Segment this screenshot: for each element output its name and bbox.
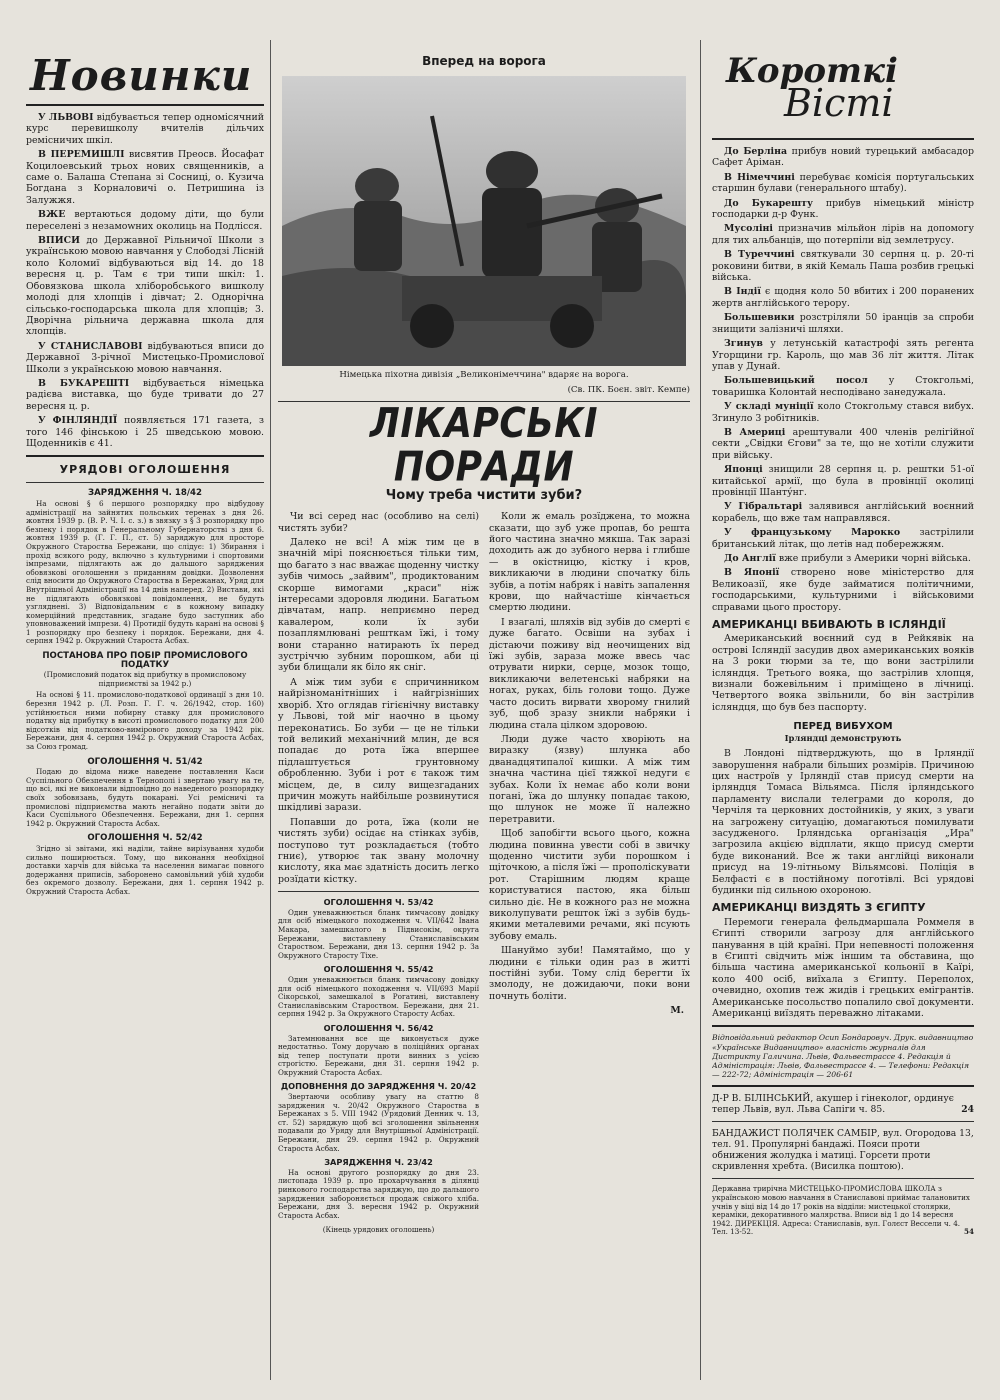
notice-title: ДОПОВНЕННЯ ДО ЗАРЯДЖЕННЯ Ч. 20/42 — [280, 1081, 477, 1092]
divider — [26, 104, 264, 106]
briefs-list — [712, 146, 974, 1019]
news-item: ВПИСИ до Державної Рільничої Школи з українською мовою навчання у Слободзі Лісній коло Коломиї відбуваються від 14. до 18 вересня ц. р. Там є три типи шкіл: 1. Обовязкова школа хліборобського вишколу молоді для хлопців і дівчат; 2. Однорічна сільсько-господарська школа для хлопців; 3. Дворічна рільнича державна школа для хлопців. — [26, 235, 264, 338]
photo-kicker: Вперед на ворога — [422, 54, 546, 68]
news-item: У ФІНЛЯНДІЇ появляється 171 газета, з того 146 фінською і 25 шведською мовою. Щоденників є 41. — [26, 415, 264, 449]
news-text: Перемоги генерала фельдмаршала Роммеля в Єгипті створили загрозу для англійського панування в цій країні. При непевності положення в Єгипті свідчить між іншим та обставина, що більша частина американської кольонії в Каїрі, коло 400 осіб, виїхала з Єгипту. Переполох, очевидно, охопив теж жидів і грецьких емігрантів. Американське посольство попалило свої документи. Американці виїздять переважно літаками. — [712, 916, 974, 1020]
order-title: ОГОЛОШЕННЯ Ч. 51/42 — [87, 756, 203, 767]
article-paragraph: Далеко не всі! А між тим це в значній мірі пояснюється тільки тим, що багато з нас вважає щоденну чистку зубів чимось „зайвим", продиктованим скорше вимогами „краси" ніж інтересами здоровля людини. Багатьом дівчатам, напр. неприємно перед кавалером, коли їх зуби позаплямлювані решткам їжі, і тому вони старанно натирають їх перед зустріччю зубним порошком, аби ці зуби блищали як біло як сніг. — [278, 537, 479, 674]
article-paragraph: Чи всі серед нас (особливо на селі) чистять зуби? — [278, 511, 479, 534]
brief-item: До Берліна прибув новий турецький амбасадор Сафет Аріман. — [712, 146, 974, 169]
ad-text: Д-Р В. БІЛІНСЬКИЙ, акушер і гінеколог, ординує тепер Львів, вул. Льва Сапіги ч. 85. — [712, 1093, 954, 1116]
imprint: Відповідальний редактор Осип Бондаровуч. Друк. видавництво «Українське Видавництво» власність журналів для Дистрикту Галичина. Львів, Фальвестрассе 4. Редакція й Адміністрація: Львів, Фальвестрассе 4. — Телефони: Редакція — 222-72; Адміністрація — 206-61 — [712, 1033, 974, 1080]
order-text: Згідно зі звітами, які наділи, тайне вирізування худоби сильно поширюється. Тому, що виконання необхідної доставки харчів для війська та населення вимагає повного додержання приписів, заборонено самовільний убій худоби без окремого дозволу. Бережани, дня 1. серпня 1942 р. Окружний Староста Асбах. — [26, 843, 264, 896]
brief-item: До Англії вже прибули з Америки чорні війська. — [724, 553, 971, 564]
article-deck: Чому треба чистити зуби? — [385, 488, 583, 504]
article-right-col — [489, 511, 690, 1235]
article-columns — [278, 511, 690, 1235]
column-rule — [700, 40, 701, 1380]
notice-text: Один уневажнюється бланк тимчасову довідку для осіб німецького походження ч. VII/693 Марії Сікорської, замешкалої в Рогатині, виставлену Станиславівським Староством. Бережани, дня 21. серпня 1942 р. За Окружного Старосту Асбах. — [278, 974, 479, 1019]
article-body-right — [489, 511, 690, 1016]
brief-item: В Німеччині перебуває комісія португальських старшин булави (генерального штабу). — [712, 171, 974, 195]
brief-item: Згинув у летунській катастрофі зять регента Угорщини гр. Кароль, що мав 36 літ життя. Літак упав у Дунай. — [712, 338, 974, 372]
order-text: На основі § 11. промислово-податкової ординації з дня 10. березня 1942 р. (Л. Розп. Г. Г. ч. 26/1942, стор. 160) устійнюється ними побирну ставку для промислового податку від прибутку в висоті промислового податку для 200 відсотків від податково-вимірового доходу за 1942 рік. Бережани, дня 4. серпня 1942 р. Окружний Староста Асбах, за Союз громад. — [26, 690, 264, 751]
news-list — [26, 112, 264, 449]
masthead-novynky: Новинки — [30, 51, 253, 100]
news-item: В ПЕРЕМИШЛІ висвятив Преосв. Йосафат Коцилоевський трьох нових священників, а саме о. Балаша Степана зі Сосниці, о. Кузича Богдана з Корналовичі о. Петришина із Залужжя. — [26, 149, 264, 206]
orders-list — [26, 489, 264, 896]
article-paragraph: Люди дуже часто хворіють на виразку (язву) шлунка або дванадцятипалої кишки. А між тим значна частина цієї тяжкої недуги є зубах. Коли їх немає або коли вони погані, їжа до шлунку попадає такою, що шлунок не може її належно перетравити. — [489, 733, 690, 825]
notice-text: Затемнювання все ще виконується дуже недостатньо. Тому доручаю в поліційних органах від тепер поступати проти винних з усією строгістю. Бережани, дня 31. серпня 1942 р. Окружний Староста Асбах. — [278, 1033, 479, 1077]
brief-item: В Японії створено нове міністерство для Великоазії, яке буде займатися політичними, господарськими, культурними і військовими справами цього простору. — [712, 567, 974, 613]
notices-end: (Кінець урядових оголошень) — [322, 1225, 435, 1235]
column-rule — [270, 40, 271, 1380]
news-item: ВЖЕ вертаються додому діти, що були переселені з незамowних околиць на Подлісся. — [26, 209, 264, 232]
brief-item: Большевицький посол у Стокгольмі, товаришка Колонтай несподівано занедужала. — [712, 375, 974, 398]
news-item: У СТАНИСЛАВОВІ відбуваються вписи до Державної 3-річної Мистецько-Промислової Школи з українською мовою навчання. — [26, 340, 264, 375]
gov-notices-title: УРЯДОВІ ОГОЛОШЕННЯ — [59, 463, 231, 477]
photo-caption: Німецька піхотна дивізія „Великонімеччина" вдаряє на ворога. — [339, 370, 629, 380]
masthead-visti: Вісті — [784, 81, 894, 125]
article-paragraph: Попавши до рота, їжа (коли не чистять зуби) осідає на стінках зубів, поступово тут розкладається (тобто гниє), утворює так звану молочну кислоту, яка має здатність досить легко розїдати кістку. — [278, 816, 479, 885]
war-photo — [282, 76, 686, 366]
divider — [278, 891, 479, 892]
article-paragraph: І взагалі, шляхів від зубів до смерті є дуже багато. Освіши на зубах і дістаючи поживу від неочищених від їжі зубів, зараза може ввесь час отрувати нирки, серце, мозок тощо, викликаючи велетенські набряки на ногах, руках, біль голови тощо. Дуже часто досить вирвати хворому гнилий зуб, щоб зразу зникли набряки і людина стала цілком здоровою. — [489, 616, 690, 731]
divider — [26, 455, 264, 457]
news-headline: АМЕРИКАНЦІ ВИЗДЯТЬ З ЄГИПТУ — [712, 901, 926, 915]
brief-item: В Індії є щодня коло 50 вбитих і 200 поранених жертв англійського терору. — [712, 286, 974, 309]
brief-item: У французькому Марокко застрілили британський літак, що летів над побережжям. — [712, 527, 974, 550]
news-item: В БУКАРЕШТІ відбувається німецька радієва виставка, що буде тривати до 27 вересня ц. р. — [26, 377, 264, 412]
brief-item: Большевики розстріляли 50 іранців за спроби знищити залізничі шляхи. — [712, 312, 974, 335]
ad-polyachek: БАНДАЖИСТ ПОЛЯЧЕК САМБІР, вул. Огородова 13, тел. 91. Пропулярні бандажі. Пояси проти обнижения жолудка і матиці. Горсети проти скривлення хребта. (Висилка поштою). — [712, 1128, 974, 1173]
notice-text: На основі другого розпорядку до дня 23. листопада 1939 р. про прохарчування в ділянці ринкового господарства заряджую, що до дальшого заряджения забороняється продаж свіжого хліба. Бережани, дня 3. вересня 1942 р. Окружний Староста Асбах. — [278, 1167, 479, 1220]
notice-title: ОГОЛОШЕННЯ Ч. 53/42 — [323, 897, 434, 908]
ad-number: 54 — [963, 1227, 974, 1237]
notices-list — [278, 898, 479, 1235]
brief-item: Мусоліні призначив мільйон лірів на допомогу для тих альбанців, що потерпіли від землетрусу. — [712, 223, 974, 246]
article-paragraph: Шануймо зуби! Памятаймо, що у людини є тільки один раз в житті постійні зуби. Тому слід берегти їх змолоду, не дожидаючи, поки вони почнуть боліти. — [489, 945, 690, 1002]
article-body-left — [278, 511, 479, 885]
article-paragraph: А між тим зуби є спричинником найрізноманітніших і найгрізніших хворіб. Хто оглядав гігієнічну виставку у Львові, той міг наочно в цьому переконатись. Бо зуби — це не тільки той великий механічний млин, де вся попадає до рота їжа впершее підлаштується грунтовному обробленню. Зуби і рот є також тим місцем, де, в силу вищезгаданих причин можуть найбільше розвинутися шкідливі зарази. — [278, 676, 479, 814]
article-headline: ЛІКАРСЬКІ ПОРАДИ — [369, 400, 599, 492]
order-title: ЗАРЯДЖЕННЯ Ч. 18/42 — [88, 488, 202, 499]
order-title: ПОСТАНОВА ПРО ПОБІР ПРОМИСЛОВОГО ПОДАТКУ — [42, 651, 248, 670]
divider — [712, 1085, 974, 1087]
divider — [712, 138, 974, 140]
brief-item: Японці знищили 28 серпня ц. р. рештки 51-ої китайської армії, що була в провінції околиці провінції Шанту́нг. — [712, 464, 974, 498]
brief-item: В Туреччині святкували 30 серпня ц. р. 20-ті роковини битви, в якій Кемаль Паша розбив грецькі війська. — [712, 249, 974, 284]
soldiers-photo-image — [282, 76, 686, 366]
notice-text: Один уневажнюється бланк тимчасову довідку для осіб німецького походження ч. VII/642 Івана Макара, замешкалого в Підвисокім, округа Бережани, виставлену Станиславівським Староством. Бережани, дня 13. серпня 1942 р. За Окружного Старосту Тіхе. — [278, 907, 479, 960]
ad-text: Державна трирічна МИСТЕЦЬКО-ПРОМИСЛОВА ШКОЛА з українською мовою навчання в Станиславові приймає талановитих учнів у віці від 14 до 17 років на відділи: мистецької столярки, кераміки, декоративного малярства. Вписи від 1 до 14 вересня 1942. ДИРЕКЦІЯ. Адреса: Станиславів, вул. Голєст Вессели ч. 4. Тел. 13-52. — [712, 1184, 970, 1237]
news-headline: АМЕРИКАНЦІ ВБИВАЮТЬ В ІСЛЯНДІЇ — [712, 618, 946, 632]
right-column — [712, 40, 974, 1388]
news-text: Американський воєнний суд в Рейкявік на острові Ісляндії засудив двох американських вояків на 3 роки тюрми за те, що вони застрілили ісляндця. Третього вояка, що застрілив хлопця, визнали божевільним і приміщено в лічниці. Четвертого вояка звільнили, бо він застрілив ісляндця, що був без паспорту. — [712, 633, 974, 713]
masthead-korotki: Короткі — [726, 51, 898, 91]
brief-item: У Гібральтарі залявився англійський воєнний корабель, що вже там направлявся. — [712, 501, 974, 524]
news-headline: ПЕРЕД ВИБУХОМ — [793, 721, 893, 733]
order-text: Подаю до відома ниже наведене поставлення Каси Суспільного Обезпечення в Тернополі і звертаю увагу на те, що всі, які не виконали відповідно до наведеного розпорядку своїх зобовязань, будуть покарані. Усі ремісничі та промислові підприємства мають негайно подати звіти до Каси Суспільного Обезпечення. Бережани, дня 1. серпня 1942 р. Окружний Староста Асбах. — [26, 767, 264, 828]
divider — [26, 482, 264, 483]
news-item: У ЛЬВОВІ відбувається тепер одномісячний курс перевишколу вчителів дільчих ремісничих шкіл. — [26, 112, 264, 146]
ad-number: 24 — [961, 1104, 974, 1116]
notice-title: ЗАРЯДЖЕННЯ Ч. 23/42 — [324, 1157, 433, 1168]
middle-column — [278, 40, 690, 1388]
article-paragraph: Щоб запобігти всього цього, кожна людина повинна увести собі в звичку щоденно чистити зуби порошком і щіточкою, а після їжі — прополіскувати рот. Старішним людям краще користуватися пастою, яка більш сильно діє. Не в кожного раз не можна виколупувати решток їжі з зубів будь-якими металевими речами, які псують зубову емаль. — [489, 828, 690, 942]
news-text: В Лондоні підтверджують, що в Ірляндії заворушення набрали більших розмірів. Причиною цих настроїв у Ірляндії став присуд смерти на ірляндця Томаса Вільямса. Після ірляндського парламенту вислали телеграми до короля, до Черчіля та церковних достойників, у яких, з уваги на загрожену ситуацію, домагаються помилувати засудженого. Ірляндська організація „Ира" загрозила акцією відплати, якщо присуд смерти буде виконаний. Все ж таки англійці виконали присуд на 19-літньому Вільямсові. Поліція в Белфасті є в постійному поготівлі. Всі урядові будинки під сильною охороною. — [712, 748, 974, 896]
ad-school — [712, 1185, 974, 1237]
order-note: (Промисловий податок від прибутку в промисловому підприємстві за 1942 р.) — [43, 670, 247, 688]
notice-title: ОГОЛОШЕННЯ Ч. 55/42 — [323, 964, 434, 975]
article-signoff: М. — [670, 1005, 684, 1017]
order-text: На основі § 6 першого розпорядку про відбудову адміністрації на зайнятих польських теренах з дня 26. жовтня 1939 р. (В. Р. Ч. І. с. з.) в звязку з § 3 розпорядку про безпеку і порядок в Генеральному Губернаторстві з дня 6. жовтня 1939 р. (Г. Г. П., ст. 5) заряджую для просторе Окружного Староства Бережани, що слідує: 1) Збирання і прохід всякого роду, включно з культурними і спортовими імпрезами, підлягають аж до дальшого заряджения обовязкові оголошення з приданням довідки. Дозволення слід вносити до Окружного Староства в Бережанах, Уряд для Внутрішньої Адміністрації на 14 днів наперед. 2) Вистави, які не підлягають обовязкові повідомлення, не будуть узгляднені. 3) Відповідальним є в кожному випадку комерційний представник, згадане будо заступник або уповноважений імпрези. 4) Протидії будуть карані на основі § 1 розпорядку про безпеку і порядок. Бережани, дня 4. серпня 1942 р. Окружний Староста Асбах. — [26, 498, 264, 646]
photo-credit: (Св. ПК. Боєн. звіт. Кемпе) — [567, 384, 690, 395]
divider — [712, 1178, 974, 1179]
left-column — [26, 40, 264, 1388]
brief-item: До Букарешту прибув німецький міністр господарки д-р Функ. — [712, 197, 974, 221]
notice-title: ОГОЛОШЕННЯ Ч. 56/42 — [323, 1022, 434, 1033]
brief-item: У складі муніції коло Стокгольму стався вибух. Згинуло 3 робітників. — [712, 401, 974, 424]
article-left-col — [278, 511, 479, 1235]
ad-bilinsky — [712, 1093, 974, 1115]
divider — [712, 1121, 974, 1122]
news-subheadline: Ірляндці демонструють — [784, 732, 902, 743]
article-paragraph: Коли ж емаль розїджена, то можна сказати, що зуб уже пропав, бо решта його частина значно мякша. Так заразі доходить аж до зубного нерва і глибше — в окістницю, кістку і кров, викликаючи в людини спочатку біль зубів, а потім набряк і навіть запалення крови, що найчастіше кінчається смертю людини. — [489, 511, 690, 614]
divider — [712, 1025, 974, 1027]
notice-text: Звертаючи особливу увагу на статтю 8 заряджения ч. 20/42 Окружного Староства в Бережанах з 5. VIII 1942 (Урядовий Денник ч. 13, ст. 52) заряджую щоб всі зголошення звільнення подавали до Уряду для Внутрішньої Адміністрації. Бережани, дня 29. серпня 1942 р. Окружний Староста Асбах. — [278, 1092, 479, 1153]
brief-item: В Америці арештували 400 членів релігійної секти „Свідки Єгови" за те, що не хотіли служити при війську. — [712, 426, 974, 461]
order-title: ОГОЛОШЕННЯ Ч. 52/42 — [87, 833, 203, 844]
